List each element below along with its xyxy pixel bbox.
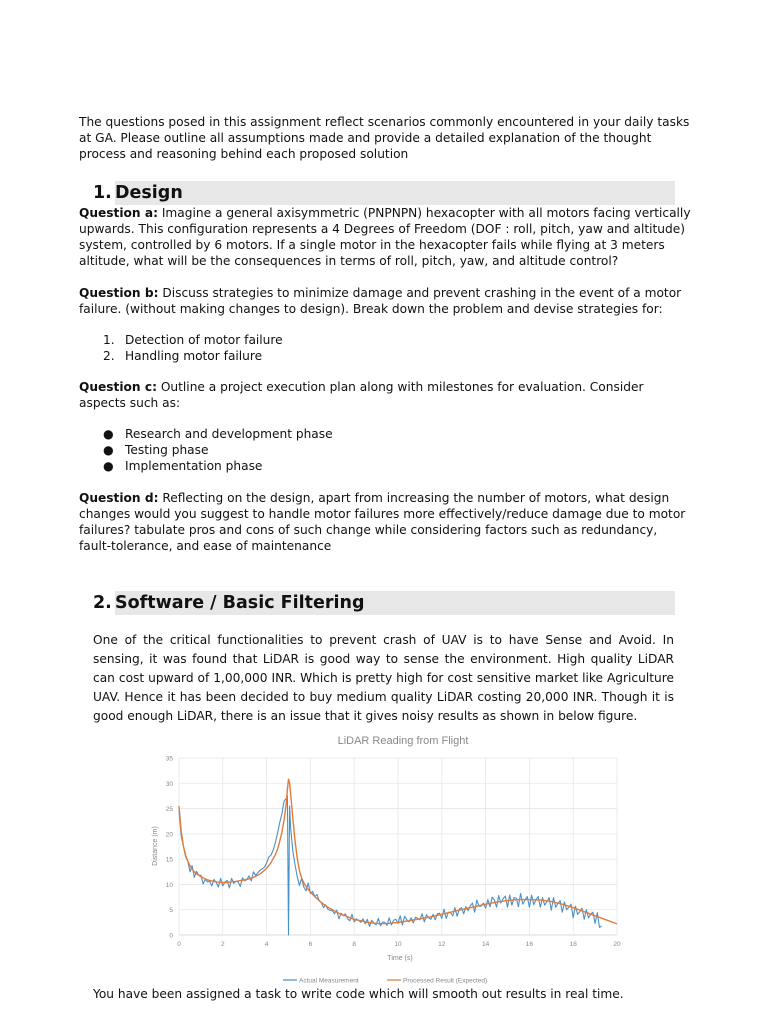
- list-item-text: Research and development phase: [125, 427, 333, 441]
- list-item: [103, 442, 209, 458]
- list-item-text: Testing phase: [125, 443, 209, 457]
- y-tick-label: 10: [165, 881, 173, 889]
- y-tick-label: 35: [165, 755, 173, 763]
- x-tick-label: 12: [438, 941, 446, 948]
- list-item-text: Detection of motor failure: [125, 333, 283, 347]
- bullet-icon: ●: [103, 459, 114, 473]
- section-1-title: Design: [115, 183, 183, 203]
- section-1-number: 1.: [93, 183, 112, 203]
- section-2-heading-bar: [115, 591, 675, 615]
- intro-paragraph: The questions posed in this assignment reflect scenarios commonly encountered in your daily tasks at GA. Please outline all assumptions made and provide a detailed explanation of the thought process and reasoning behind each proposed solution: [79, 115, 690, 161]
- list-item: [103, 332, 283, 348]
- section-2-title: Software / Basic Filtering: [115, 593, 365, 613]
- question-a-label: Question a:: [79, 206, 158, 220]
- y-tick-label: 5: [169, 907, 173, 915]
- question-a-text: Imagine a general axisymmetric (PNPNPN) hexacopter with all motors facing vertically upwards. This configuration represents a 4 Degrees of Freedom (DOF : roll, pitch, yaw and altitude) system, controlled by 6 motors. If a single motor in the hexacopter fails while flying at 3 meters altitude, what will be the consequences in terms of roll, pitch, yaw, and altitude control?: [79, 206, 691, 268]
- question-d-text: Reflecting on the design, apart from increasing the number of motors, what design changes would you suggest to handle motor failures more effectively/reduce damage due to motor failures? tabulate pros and cons of such change while considering factors such as redundancy, fault-tolerance, and ease of maintenance: [79, 491, 686, 553]
- y-tick-label: 20: [165, 831, 173, 839]
- y-axis-ticks: [166, 756, 174, 940]
- x-tick-label: 2: [220, 941, 225, 948]
- x-tick-label: 20: [613, 941, 621, 948]
- question-d-label: Question d:: [79, 491, 159, 505]
- question-a: [79, 205, 691, 269]
- question-b-text: Discuss strategies to minimize damage and prevent crashing in the event of a motor failure. (without making changes to design). Break down the problem and devise strategies for:: [79, 286, 682, 316]
- question-c-text: Outline a project execution plan along with milestones for evaluation. Consider aspects such as:: [79, 380, 644, 410]
- chart-title: LiDAR Reading from Flight: [337, 735, 469, 747]
- x-tick-label: 4: [264, 941, 269, 948]
- legend-label: Actual Measurement: [299, 977, 359, 985]
- list-item-text: Handling motor failure: [125, 349, 263, 363]
- bullet-icon: ●: [103, 443, 114, 457]
- y-tick-label: 25: [165, 806, 173, 814]
- section-1-heading-bar: [115, 181, 675, 205]
- question-c-label: Question c:: [79, 380, 157, 394]
- x-tick-label: 10: [394, 941, 402, 948]
- y-tick-label: 0: [169, 932, 173, 940]
- question-b: [79, 285, 691, 317]
- bullet-icon: ●: [103, 427, 114, 441]
- x-tick-label: 6: [308, 941, 313, 948]
- list-item: [103, 426, 333, 442]
- chart-legend: [283, 978, 487, 985]
- closing-sentence: You have been assigned a task to write code which will smooth out results in real time.: [93, 987, 624, 1001]
- lidar-chart: [143, 728, 625, 988]
- x-tick-label: 8: [352, 941, 357, 948]
- x-tick-label: 14: [481, 941, 490, 948]
- section-2-number: 2.: [93, 593, 112, 613]
- series-line-1: [179, 796, 602, 935]
- section-2-paragraph: One of the critical functionalities to prevent crash of UAV is to have Sense and Avoid. In sensing, it was found that LiDAR is good way to sense the environment. High quality LiDAR can cost upward of 1,00,000 INR. Which is pretty high for cost sensitive market like Agriculture UAV. Hence it has been decided to buy medium quality LiDAR costing 20,000 INR. Though it is good enough LiDAR, there is an issue that it gives noisy results as shown in below figure.: [93, 633, 674, 723]
- x-axis-ticks: [177, 941, 621, 948]
- x-axis-label: Time (s): [387, 955, 413, 962]
- question-c: [79, 379, 691, 411]
- x-tick-label: 16: [525, 941, 534, 948]
- list-item-text: Implementation phase: [125, 459, 263, 473]
- y-tick-label: 15: [165, 856, 173, 864]
- list-marker: 2.: [103, 349, 115, 363]
- list-marker: 1.: [103, 333, 115, 347]
- y-tick-label: 30: [165, 780, 173, 788]
- x-tick-label: 18: [569, 941, 577, 948]
- question-d: [79, 490, 691, 554]
- question-b-label: Question b:: [79, 286, 159, 300]
- list-item: [103, 458, 262, 474]
- list-item: [103, 348, 262, 364]
- y-axis-label: Distance (m): [152, 826, 159, 866]
- x-tick-label: 0: [177, 941, 181, 948]
- legend-label: Processed Result (Expected): [403, 977, 488, 985]
